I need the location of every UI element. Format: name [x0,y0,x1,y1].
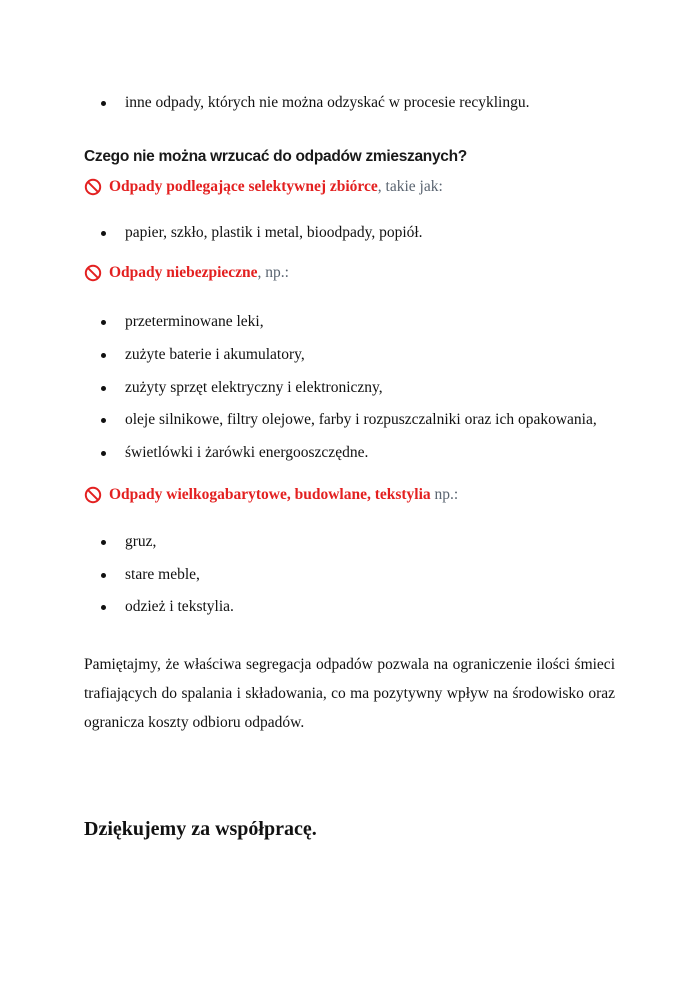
list-item-text: odzież i tekstylia. [125,598,234,615]
list-item-text: gruz, [125,533,157,550]
bullet-dot [101,605,106,610]
bullet-dot [101,320,106,325]
list-item-text: zużyte baterie i akumulatory, [125,346,305,363]
list-item-text: inne odpady, których nie można odzyskać w procesie recyklingu. [125,94,530,111]
section-heading: Czego nie można wrzucać do odpadów zmieszanych? [84,148,467,165]
category-suffix: , np.: [257,264,289,281]
no-entry-icon [84,178,102,196]
bullet-dot [101,540,106,545]
thanks-heading: Dziękujemy za współpracę. [84,818,317,840]
bullet-dot [101,418,106,423]
list-item-text: stare meble, [125,566,200,583]
list-item-text: papier, szkło, plastik i metal, bioodpady, popiół. [125,224,423,241]
list-item-text: przeterminowane leki, [125,313,264,330]
no-entry-icon [84,486,102,504]
category-title: Odpady niebezpieczne [109,264,258,281]
closing-paragraph: Pamiętajmy, że właściwa segregacja odpadów pozwala na ograniczenie ilości śmieci trafiających do spalania i składowania, co ma pozytywny wpływ na środowisko oraz ogranicza koszty odbioru odpadów. [84,656,615,731]
bullet-dot [101,353,106,358]
bullet-dot [101,386,106,391]
list-item-text: zużyty sprzęt elektryczny i elektroniczny, [125,379,383,396]
bullet-dot [101,451,106,456]
list-item-text: oleje silnikowe, filtry olejowe, farby i rozpuszczalniki oraz ich opakowania, [125,411,597,428]
bullet-dot [101,231,106,236]
bullet-dot [101,573,106,578]
category-suffix: , takie jak: [377,178,443,195]
category-title: Odpady wielkogabarytowe, budowlane, tekstylia [109,486,431,503]
category-suffix: np.: [430,486,459,503]
bullet-dot [101,101,106,106]
category-title: Odpady podlegające selektywnej zbiórce [109,178,378,195]
no-entry-icon [84,264,102,282]
list-item-text: świetlówki i żarówki energooszczędne. [125,444,369,461]
